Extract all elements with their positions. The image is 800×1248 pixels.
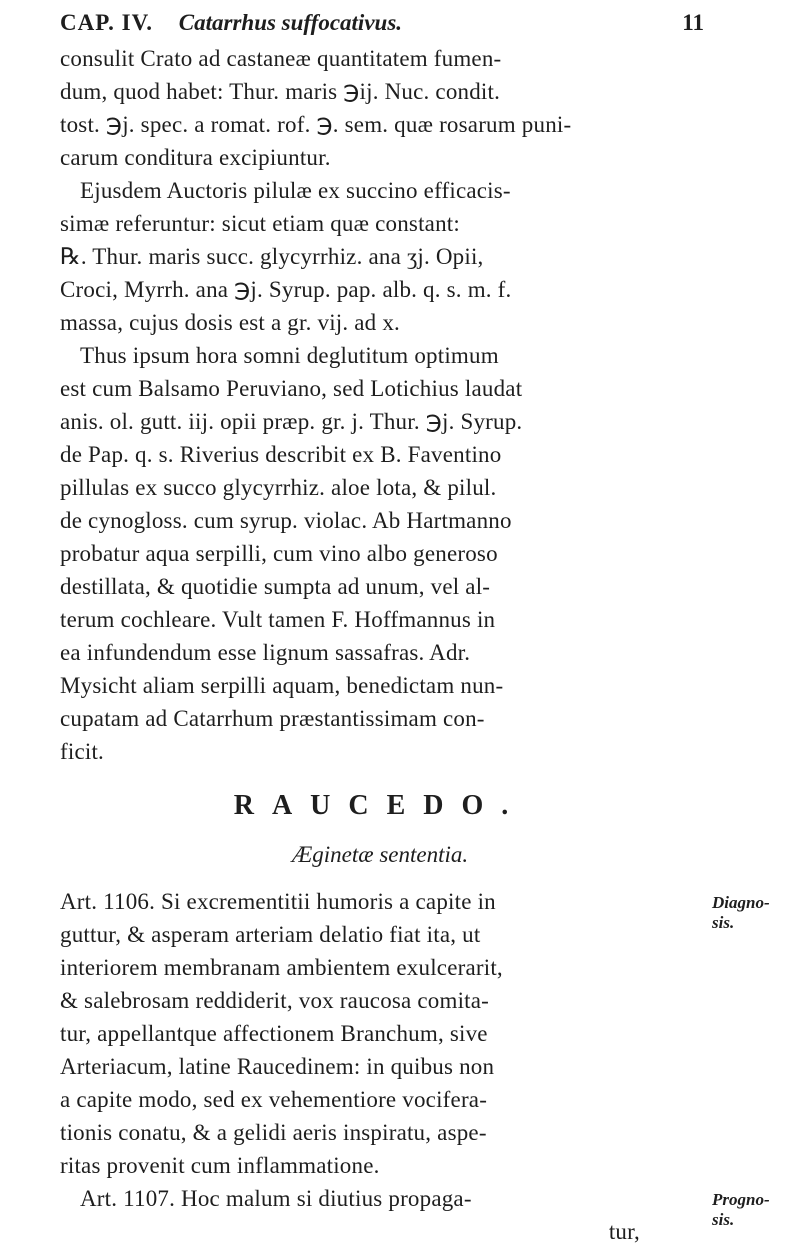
- text-line: Art. 1106. Si excrementitii humoris a capite in: [60, 889, 496, 914]
- margin-note-text: Diagno-: [712, 893, 770, 912]
- text-line: de cynogloss. cum syrup. violac. Ab Hartmanno: [60, 508, 512, 533]
- text-line: tur, appellantque affectionem Branchum, sive: [60, 1021, 488, 1046]
- chapter-label: CAP. IV.: [60, 10, 154, 35]
- text-line: carum conditura excipiuntur.: [60, 145, 331, 170]
- text-line: ritas provenit cum inflammatione.: [60, 1153, 380, 1178]
- text-line: ficit.: [60, 739, 104, 764]
- upper-text-block: [60, 42, 700, 768]
- text-line: anis. ol. gutt. iij. opii præp. gr. j. Thur. ℈j. Syrup.: [60, 409, 523, 434]
- text-line: Croci, Myrrh. ana ℈j. Syrup. pap. alb. q. s. m. f.: [60, 277, 512, 302]
- running-title: Catarrhus suffocativus.: [178, 10, 403, 35]
- margin-note-text: sis.: [712, 913, 735, 932]
- text-line: probatur aqua serpilli, cum vino albo generoso: [60, 541, 498, 566]
- text-line: guttur, & asperam arteriam delatio fiat ita, ut: [60, 922, 481, 947]
- text-line: massa, cujus dosis est a gr. vij. ad x.: [60, 310, 400, 335]
- text-line: cupatam ad Catarrhum præstantissimam con-: [60, 706, 485, 731]
- text-line: de Pap. q. s. Riverius describit ex B. Faventino: [60, 442, 502, 467]
- text-line: interiorem membranam ambientem exulcerarit,: [60, 955, 503, 980]
- text-line: destillata, & quotidie sumpta ad unum, vel al-: [60, 574, 491, 599]
- margin-note-prognosis: [712, 1190, 770, 1230]
- text-line: & salebrosam reddiderit, vox raucosa comita-: [60, 988, 490, 1013]
- text-line: tur,: [608, 1219, 640, 1244]
- section-subheading: Æginetæ sententia.: [291, 842, 469, 867]
- text-line: dum, quod habet: Thur. maris ℈ij. Nuc. condit.: [60, 79, 501, 104]
- margin-note-text: Progno-: [712, 1190, 770, 1209]
- text-line: tost. ℈j. spec. a romat. rof. ℈. sem. quæ rosarum puni-: [60, 112, 572, 137]
- text-line: Mysicht aliam serpilli aquam, benedictam nun-: [60, 673, 504, 698]
- text-line: ℞. Thur. maris succ. glycyrrhiz. ana ʒj. Opii,: [60, 244, 484, 269]
- margin-note-text: sis.: [712, 1210, 735, 1229]
- lower-text-block: [60, 885, 700, 1248]
- section-heading: RAUCEDO.: [233, 790, 527, 821]
- page-header: [60, 8, 704, 38]
- text-line: Thus ipsum hora somni deglutitum optimum: [80, 343, 499, 368]
- text-line: est cum Balsamo Peruviano, sed Lotichius laudat: [60, 376, 523, 401]
- text-line: tionis conatu, & a gelidi aeris inspiratu, aspe-: [60, 1120, 487, 1145]
- page-number: 11: [682, 10, 704, 35]
- text-line: Ejusdem Auctoris pilulæ ex succino efficacis-: [80, 178, 511, 203]
- text-line: pillulas ex succo glycyrrhiz. aloe lota, & pilul.: [60, 475, 497, 500]
- text-line: consulit Crato ad castaneæ quantitatem fumen-: [60, 46, 502, 71]
- text-line: Art. 1107. Hoc malum si diutius propaga-: [80, 1186, 472, 1211]
- text-line: terum cochleare. Vult tamen F. Hoffmannus in: [60, 607, 496, 632]
- text-line: Arteriacum, latine Raucedinem: in quibus non: [60, 1054, 495, 1079]
- text-line: ea infundendum esse lignum sassafras. Adr.: [60, 640, 471, 665]
- text-line: simæ referuntur: sicut etiam quæ constant:: [60, 211, 460, 236]
- text-line: a capite modo, sed ex vehementiore vocifera-: [60, 1087, 488, 1112]
- margin-note-diagnosis: [712, 893, 770, 933]
